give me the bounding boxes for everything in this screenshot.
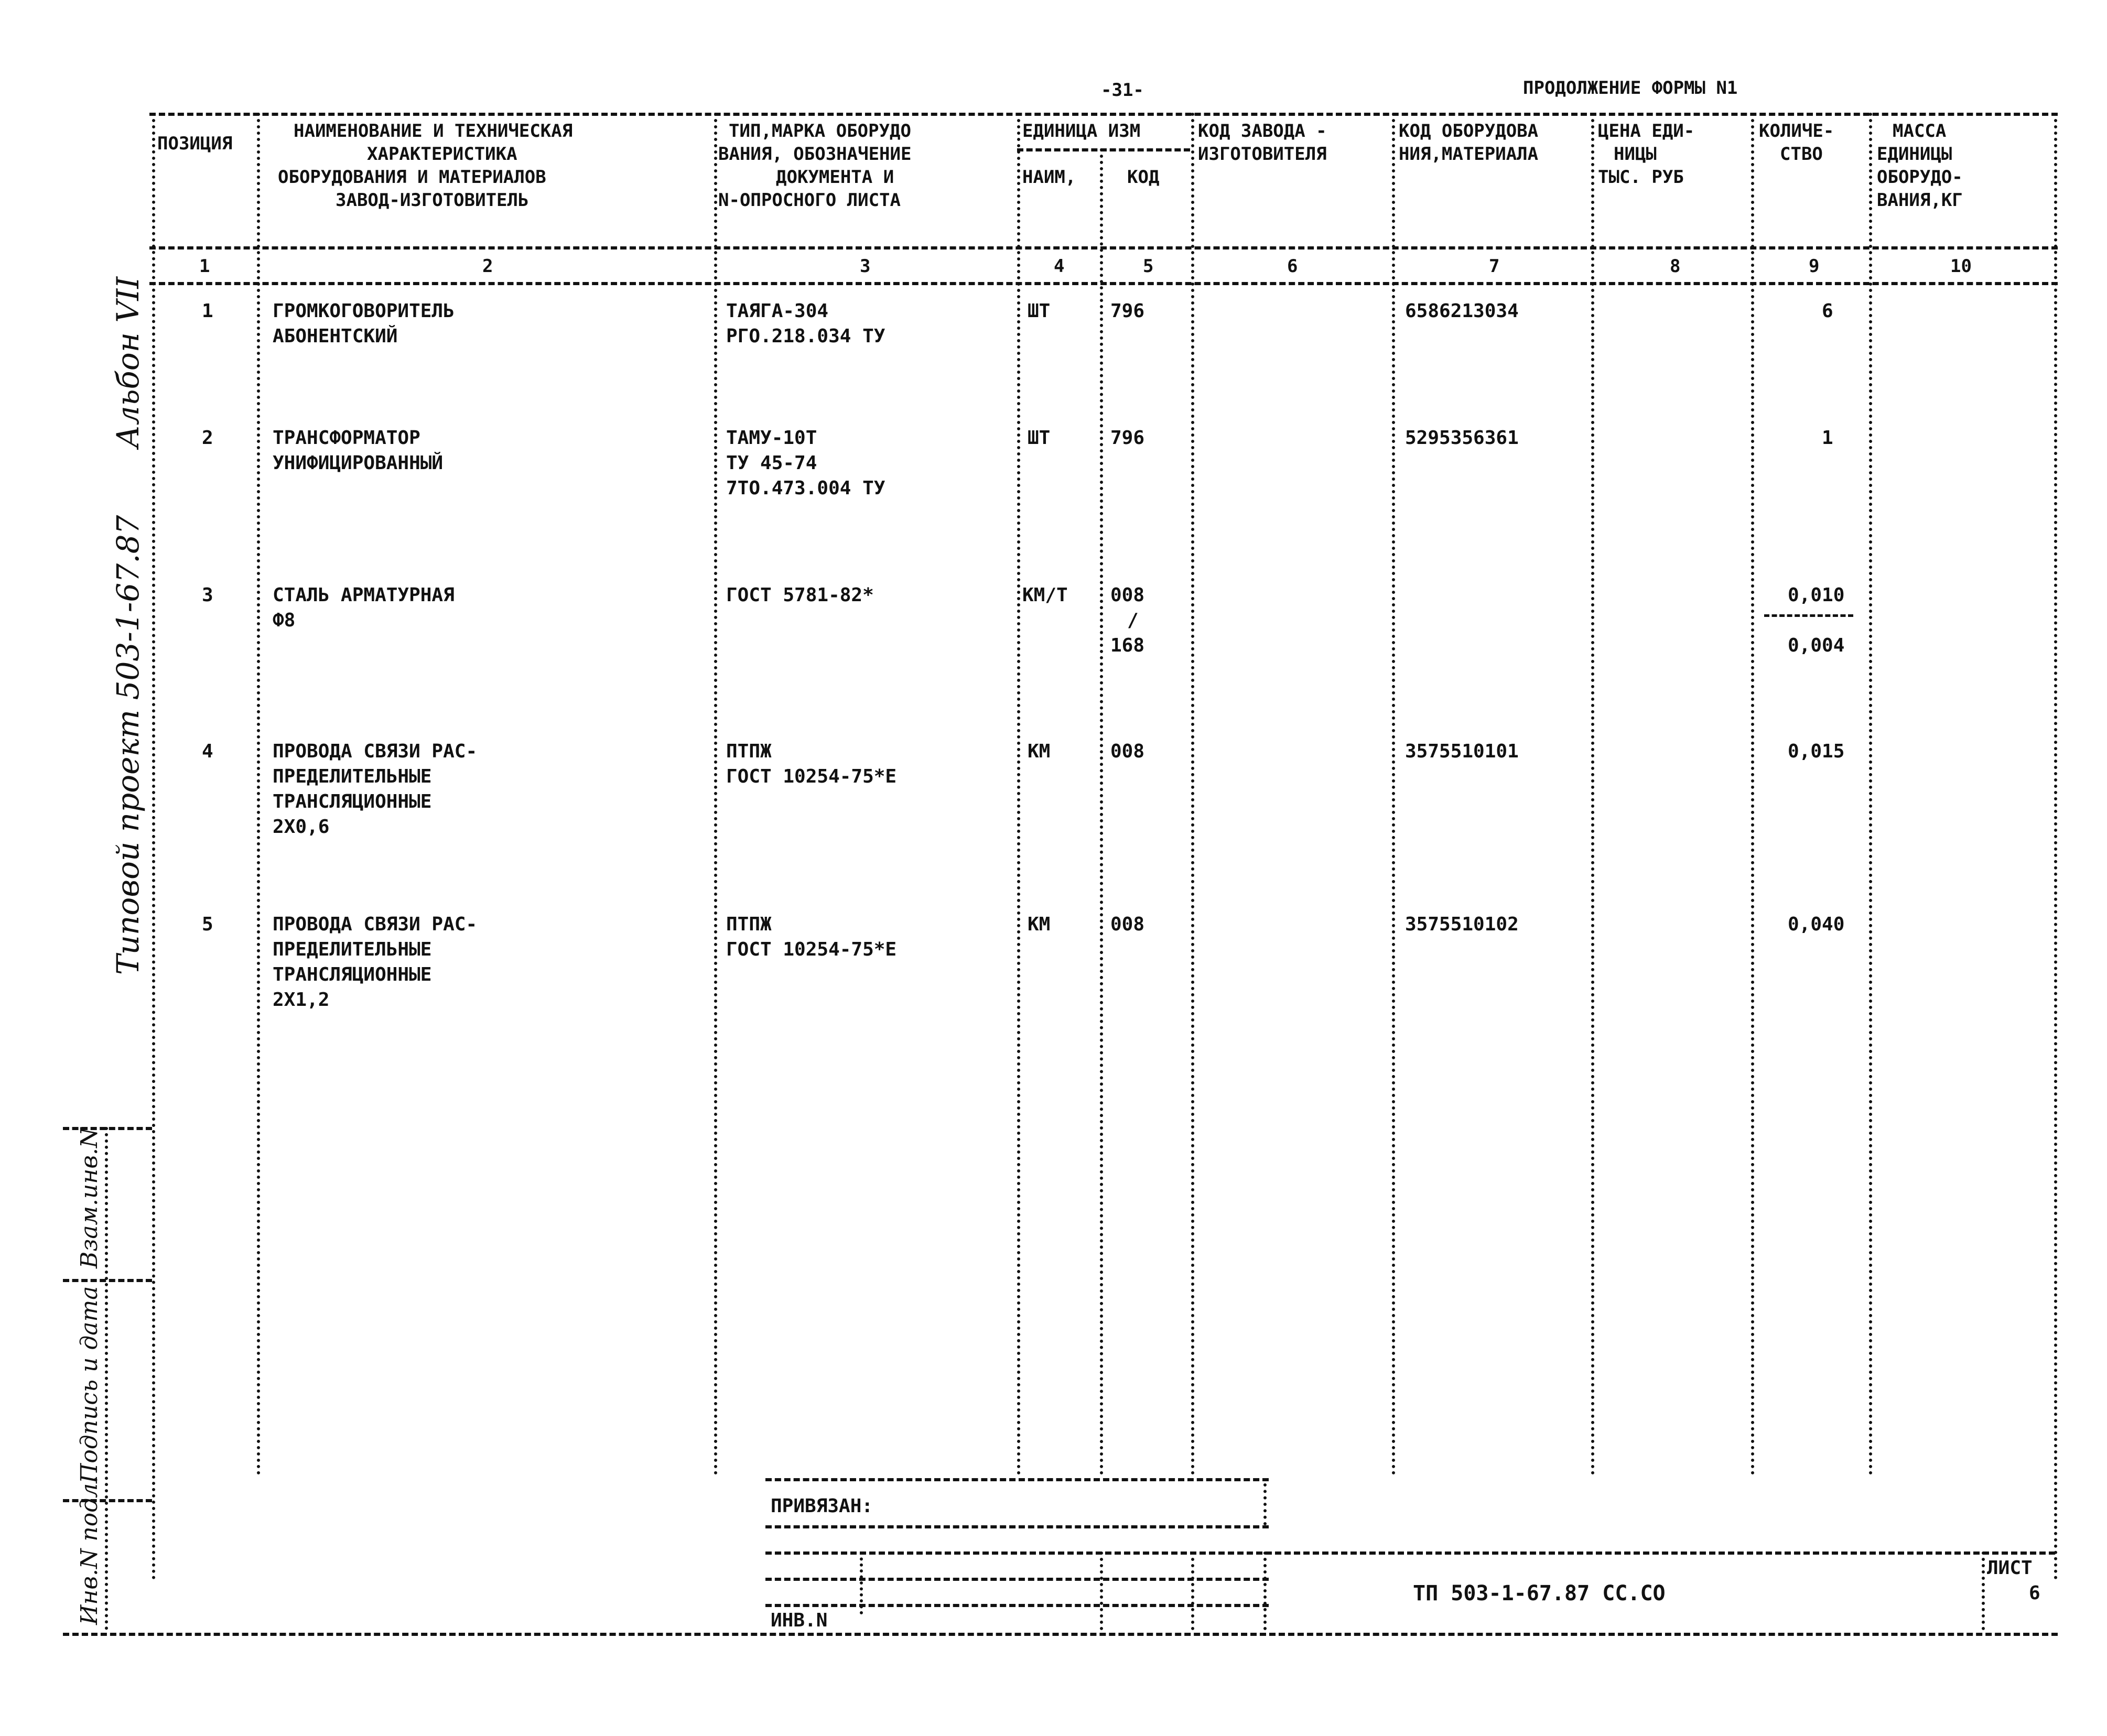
header-col8-l1: ЦЕНА ЕДИ- [1598, 121, 1695, 142]
row3-qty-divider [1764, 614, 1853, 617]
row5-name-l3: ТРАНСЛЯЦИОННЫЕ [273, 964, 432, 985]
row5-name-l1: ПРОВОДА СВЯЗИ РАС- [273, 914, 478, 935]
row1-name-l2: АБОНЕНТСКИЙ [273, 326, 398, 347]
row1-position: 1 [202, 300, 213, 322]
header-col3-l2: ВАНИЯ, ОБОЗНАЧЕНИЕ [718, 144, 912, 165]
row1-type-l2: РГО.218.034 ТУ [726, 326, 885, 347]
row1-name-l1: ГРОМКОГОВОРИТЕЛЬ [273, 300, 455, 322]
row4-equip-code: 3575510101 [1405, 741, 1519, 762]
row5-position: 5 [202, 914, 213, 935]
colnum-1: 1 [199, 256, 210, 277]
col-line-5 [1191, 113, 1194, 1475]
stamp-sheet-number: 6 [2029, 1582, 2040, 1604]
stamp-top-line [765, 1478, 1269, 1481]
header-col2-l4: ЗАВОД-ИЗГОТОВИТЕЛЬ [336, 190, 529, 211]
colnum-2: 2 [482, 256, 493, 277]
continuation-title: ПРОДОЛЖЕНИЕ ФОРМЫ N1 [1523, 78, 1738, 99]
vzam-inv-label: Взам.инв.N [76, 1127, 103, 1268]
header-col10-l3: ОБОРУДО- [1877, 167, 1963, 188]
row2-name-l2: УНИФИЦИРОВАННЫЙ [273, 452, 444, 474]
row2-name-l1: ТРАНСФОРМАТОР [273, 427, 420, 449]
row1-type-l1: ТАЯГА-304 [726, 300, 829, 322]
col-line-9 [1869, 113, 1872, 1475]
row4-qty: 0,015 [1788, 741, 1845, 762]
row4-name-l1: ПРОВОДА СВЯЗИ РАС- [273, 741, 478, 762]
row5-type-l1: ПТПЖ [726, 914, 772, 935]
row1-code: 796 [1110, 300, 1145, 322]
row3-type-l1: ГОСТ 5781-82* [726, 584, 874, 606]
left-stamp-div1 [63, 1279, 152, 1282]
header-col6-l2: ИЗГОТОВИТЕЛЯ [1198, 144, 1327, 165]
header-col7-l2: НИЯ,МАТЕРИАЛА [1399, 144, 1539, 165]
stamp-doc-code: ТП 503-1-67.87 СС.СО [1413, 1581, 1666, 1605]
col-line-6 [1392, 113, 1395, 1475]
row5-qty: 0,040 [1788, 914, 1845, 935]
header-col9-l2: СТВО [1780, 144, 1823, 165]
colnum-4: 4 [1054, 256, 1065, 277]
colnum-5: 5 [1143, 256, 1154, 277]
row2-unit: ШТ [1028, 427, 1051, 449]
row2-type-l1: ТАМУ-10Т [726, 427, 817, 449]
header-col5: КОД [1127, 167, 1160, 188]
colnum-bottom-line [149, 282, 2058, 285]
page-number: -31- [1101, 80, 1144, 101]
row4-code: 008 [1110, 741, 1145, 762]
header-col1: ПОЗИЦИЯ [157, 133, 233, 154]
header-col8-l2: НИЦЫ [1614, 144, 1657, 165]
row4-position: 4 [202, 741, 213, 762]
row3-code-l1: 008 [1110, 584, 1145, 606]
col-line-0 [152, 113, 155, 1580]
stamp-attached-right [1263, 1483, 1267, 1525]
row5-code: 008 [1110, 914, 1145, 935]
stamp-sheet-left [1982, 1551, 1985, 1630]
col-line-1 [257, 113, 260, 1475]
project-label: Типовой проект 503-1-67.87 [110, 515, 146, 975]
row1-equip-code: 6586213034 [1405, 300, 1519, 322]
header-col4: НАИМ, [1022, 167, 1076, 188]
row3-qty2: 0,004 [1788, 635, 1845, 656]
stamp-sheet-label: ЛИСТ [1987, 1557, 2033, 1579]
podpis-data-label: Подпись и дата [76, 1286, 103, 1483]
header-col10-l2: ЕДИНИЦЫ [1877, 144, 1952, 165]
row4-name-l3: ТРАНСЛЯЦИОННЫЕ [273, 791, 432, 812]
row5-name-l4: 2Х1,2 [273, 989, 330, 1011]
row5-name-l2: ПРЕДЕЛИТЕЛЬНЫЕ [273, 939, 432, 960]
colnum-9: 9 [1809, 256, 1820, 277]
header-col2-l1: НАИМЕНОВАНИЕ И ТЕХНИЧЕСКАЯ [294, 121, 573, 142]
header-col7-l1: КОД ОБОРУДОВА [1399, 121, 1539, 142]
row5-unit: КМ [1028, 914, 1051, 935]
row5-type-l2: ГОСТ 10254-75*Е [726, 939, 897, 960]
colnum-8: 8 [1670, 256, 1681, 277]
stamp-div-a [860, 1551, 863, 1614]
album-label: Альбон VII [110, 276, 146, 448]
row2-type-l3: 7ТО.473.004 ТУ [726, 478, 885, 499]
colnum-6: 6 [1287, 256, 1298, 277]
bottom-border [63, 1633, 2058, 1636]
col-line-3 [1017, 113, 1020, 1475]
row4-unit: КМ [1028, 741, 1051, 762]
inv-podl-label: Инв.N подл. [76, 1475, 103, 1625]
row3-code-l3: 168 [1110, 635, 1145, 656]
header-col2-l2: ХАРАКТЕРИСТИКА [367, 144, 517, 165]
colnum-3: 3 [860, 256, 871, 277]
header-col10-l1: МАССА [1893, 121, 1947, 142]
row4-type-l1: ПТПЖ [726, 741, 772, 762]
header-col2-l3: ОБОРУДОВАНИЯ И МАТЕРИАЛОВ [278, 167, 546, 188]
stamp-div-d [1263, 1551, 1267, 1630]
col-line-4 [1100, 148, 1103, 1475]
row1-qty: 6 [1822, 300, 1833, 322]
header-col3-l4: N-ОПРОСНОГО ЛИСТА [718, 190, 901, 211]
row4-name-l4: 2Х0,6 [273, 816, 330, 838]
row2-code: 796 [1110, 427, 1145, 449]
header-bottom-line [149, 246, 2058, 249]
row3-position: 3 [202, 584, 213, 606]
stamp-inv: ИНВ.N [771, 1610, 828, 1631]
stamp-div-b [1100, 1551, 1103, 1630]
row1-unit: ШТ [1028, 300, 1051, 322]
col-line-10 [2054, 113, 2057, 1580]
row2-qty: 1 [1822, 427, 1833, 449]
header-col3-l1: ТИП,МАРКА ОБОРУДО [729, 121, 911, 142]
row4-type-l2: ГОСТ 10254-75*Е [726, 766, 897, 787]
header-col3-l3: ДОКУМЕНТА И [776, 167, 894, 188]
stamp-line-3 [765, 1551, 2055, 1555]
row3-code-l2: / [1127, 610, 1139, 631]
header-col8-l3: ТЫС. РУБ [1598, 167, 1684, 188]
row2-position: 2 [202, 427, 213, 449]
unit-subheader-line [1017, 148, 1190, 151]
row3-name-l1: СТАЛЬ АРМАТУРНАЯ [273, 584, 455, 606]
row3-unit: КМ/Т [1022, 584, 1068, 606]
row2-type-l2: ТУ 45-74 [726, 452, 817, 474]
row4-name-l2: ПРЕДЕЛИТЕЛЬНЫЕ [273, 766, 432, 787]
row2-equip-code: 5295356361 [1405, 427, 1519, 449]
header-unit: ЕДИНИЦА ИЗМ [1022, 121, 1141, 142]
stamp-left-col [105, 1127, 108, 1630]
header-col10-l4: ВАНИЯ,КГ [1877, 190, 1963, 211]
header-col9-l1: КОЛИЧЕ- [1759, 121, 1834, 142]
colnum-10: 10 [1950, 256, 1972, 277]
header-col6-l1: КОД ЗАВОДА - [1198, 121, 1327, 142]
row3-qty: 0,010 [1788, 584, 1845, 606]
stamp-div-c [1191, 1551, 1194, 1630]
header-top-line [149, 113, 2058, 116]
row3-name-l2: Ф8 [273, 610, 296, 631]
col-line-7 [1591, 113, 1594, 1475]
colnum-7: 7 [1489, 256, 1500, 277]
col-line-2 [714, 113, 717, 1475]
row5-equip-code: 3575510102 [1405, 914, 1519, 935]
col-line-8 [1751, 113, 1754, 1475]
stamp-line-2 [765, 1525, 1269, 1528]
stamp-attached: ПРИВЯЗАН: [771, 1495, 873, 1517]
